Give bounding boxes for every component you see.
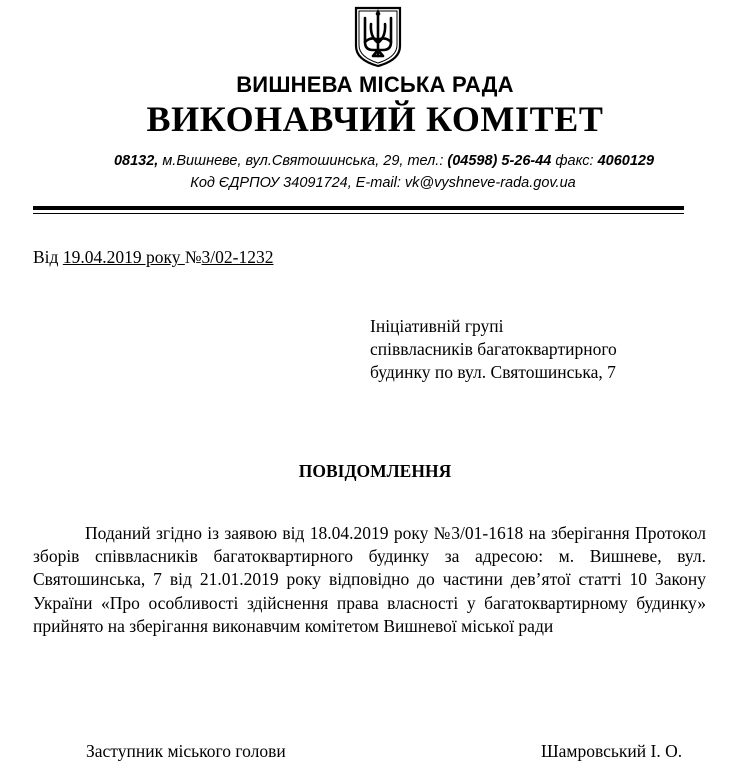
registry-email-line: Код ЄДРПОУ 34091724, E-mail: vk@vyshneve-rada.gov.ua: [190, 175, 576, 191]
ukraine-trident-icon: [353, 6, 403, 68]
signatory-position: Заступник міського голови: [86, 741, 286, 761]
addressee-line: Ініціативній групі: [370, 316, 504, 336]
header-divider-thick: [33, 206, 684, 210]
address: м.Вишневе, вул.Святошинська, 29, тел.:: [158, 153, 448, 169]
fax-label: факс:: [551, 153, 598, 169]
addressee-line: співвласників багатоквартирного: [370, 339, 617, 359]
document-title: ПОВІДОМЛЕННЯ: [298, 461, 452, 481]
reference-date: 19.04.2019 року: [62, 247, 185, 267]
reference-line: [33, 246, 274, 268]
postal-code: 08132,: [113, 153, 159, 169]
council-name: ВИШНЕВА МІСЬКА РАДА: [236, 72, 514, 97]
header-divider-thin: [33, 213, 684, 214]
number-sign: №: [184, 247, 202, 267]
contact-line: [9, 152, 750, 170]
fax-number: 4060129: [597, 153, 655, 169]
committee-name: ВИКОНАВЧИЙ КОМІТЕТ: [146, 99, 604, 139]
notice-body: Поданий згідно із заявою від 18.04.2019 року №3/01-1618 на зберігання Протокол зборів співвласників багатоквартирного будинку за адресою: м. Вишневе, вул. Святошинська, 7 від 21.01.2019 року відповідно до частини дев’ятої статті 10 Закону України «Про особливості здійснення права власності у багатоквартирному будинку» прийнято на зберігання виконавчим комітетом Вишневої міської ради: [33, 523, 706, 636]
phone-number: (04598) 5-26-44: [447, 153, 552, 169]
signatory-name: Шамровський І. О.: [541, 741, 683, 761]
addressee-line: будинку по вул. Святошинська, 7: [370, 362, 616, 382]
from-label: Від: [33, 247, 63, 267]
addressee-block: [370, 315, 710, 384]
reference-number: 3/02-1232: [201, 247, 274, 267]
